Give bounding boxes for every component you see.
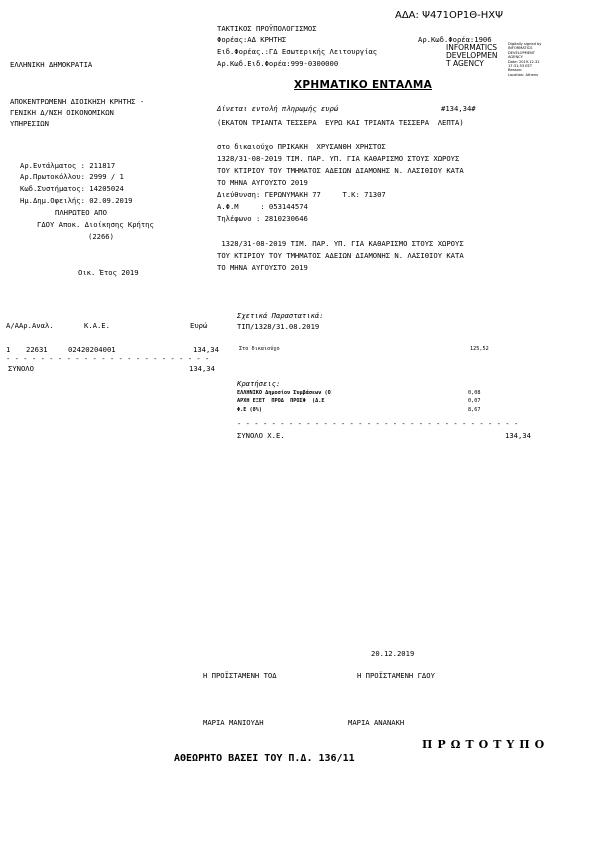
table-header-euro: Ευρώ	[190, 321, 208, 330]
signature-role-gdoy: Η ΠΡΟΪΣΤΑΜΕΝΗ ΓΔΟΥ	[357, 671, 435, 680]
ada-number: ΑΔΑ: Ψ471ΟΡ1Θ-ΗΧΨ	[395, 10, 504, 21]
system-code: Κωδ.Συστήματος: 14205024	[20, 184, 124, 193]
beneficiary-amount-label: Στο δικαιούχο	[239, 346, 280, 352]
table-header-aa: Α/ΑΑρ.Αναλ.	[6, 321, 54, 330]
deductions-label: Κρατήσεις:	[237, 379, 281, 388]
deductions-divider: - - - - - - - - - - - - - - - - - - - - - - - - - - - - - - - - -	[237, 419, 519, 428]
stamp-line1: INFORMATICS	[446, 43, 498, 52]
stamp-tiny1: Digitally signed by INFORMATICS DEVELOPMENT AGENCY	[508, 42, 542, 60]
deductions-total-value: 134,34	[505, 431, 531, 440]
beneficiary-amount-value: 125,52	[470, 346, 489, 352]
beneficiary-line2: 1328/31-08-2019 ΤΙΜ. ΠΑΡ. ΥΠ. ΓΙΑ ΚΑΘΑΡΙΣΜΟ ΣΤΟΥΣ ΧΩΡΟΥΣ	[217, 154, 460, 163]
foreas: Φορέας:ΑΔ ΚΡΗΤΗΣ	[217, 35, 287, 44]
beneficiary-phone: Τηλέφωνο : 2810230646	[217, 214, 308, 223]
budget-type: ΤΑΚΤΙΚΟΣ ΠΡΟΫΠΟΛΟΓΙΣΜΟΣ	[217, 24, 317, 33]
deduction-name: ΑΡΧΗ ΕΞΕΤ ΠΡΟΔ ΠΡΟΣΦ (Δ.Ε	[237, 398, 325, 404]
signature-stamp	[508, 42, 544, 77]
deductions-total-label: ΣΥΝΟΛΟ Χ.Ε.	[237, 431, 285, 440]
table-total-value: 134,34	[189, 364, 215, 373]
table-divider: - - - - - - - - - - - - - - - - - - - - - - - -	[6, 354, 210, 363]
original-label: ΠΡΩΤΟΤΥΠΟ	[422, 738, 550, 751]
row-euro: 134,34	[193, 345, 219, 354]
beneficiary-line4: ΤΟ ΜΗΝΑ ΑΥΓΟΥΣΤΟ 2019	[217, 178, 308, 187]
payable-from: ΠΛΗΡΩΤΕΟ ΑΠΟ	[55, 208, 107, 217]
stamp-tiny4: Location: Athens	[508, 72, 538, 77]
org-line3: ΥΠΗΡΕΣΙΩΝ	[10, 119, 49, 128]
beneficiary-address: Διεύθυνση: ΓΕΡΩΝΥΜΑΚΗ 77 Τ.Κ: 71307	[217, 190, 386, 199]
signature-name-gdoy: ΜΑΡΙΑ ΑΝΑΝΑΚΗ	[348, 718, 405, 727]
stamp-line3: T AGENCY	[446, 59, 484, 68]
org-line1: ΑΠΟΚΕΝΤΡΩΜΕΝΗ ΔΙΟΙΚΗΣΗ ΚΡΗΤΗΣ -	[10, 97, 145, 106]
gdoy-code: (2266)	[88, 232, 114, 241]
table-header-kae: Κ.Α.Ε.	[84, 321, 110, 330]
description-line1: 1328/31-08-2019 ΤΙΜ. ΠΑΡ. ΥΠ. ΓΙΑ ΚΑΘΑΡΙΣΜΟ ΣΤΟΥΣ ΧΩΡΟΥΣ	[217, 239, 464, 248]
signature-role-tod: Η ΠΡΟΪΣΤΑΜΕΝΗ ΤΟΔ	[203, 671, 277, 680]
signature-name-tod: ΜΑΡΙΑ ΜΑΝΙΟΥΔΗ	[203, 718, 264, 727]
supporting-label: Σχετικά Παραστατικά:	[237, 311, 324, 320]
beneficiary-line3: ΤΟΥ ΚΤΙΡΙΟΥ ΤΟΥ ΤΜΗΜΑΤΟΣ ΑΔΕΙΩΝ ΔΙΑΜΟΝΗΣ Ν. ΛΑΣΙΘΙΟΥ ΚΑΤΑ	[217, 166, 464, 175]
due-date: Ημ.Δημ.Οφειλής: 02.09.2019	[20, 196, 133, 205]
beneficiary-line1: στο δικαιούχο ΠΡΙΚΑΚΗ ΧΡΥΣΑΝΘΗ ΧΡΗΣΤΟΣ	[217, 142, 386, 151]
issue-date: 20.12.2019	[371, 649, 415, 658]
state-name: ΕΛΛΗΝΙΚΗ ΔΗΜΟΚΡΑΤΙΑ	[10, 60, 93, 69]
row-ar-anal: 22631	[26, 345, 48, 354]
beneficiary-afm: Α.Φ.Μ : 053144574	[217, 202, 308, 211]
protocol-number: Αρ.Πρωτοκόλλου: 2999 / 1	[20, 172, 124, 181]
description-line3: ΤΟ ΜΗΝΑ ΑΥΓΟΥΣΤΟ 2019	[217, 263, 308, 272]
stamp-tiny2: Date: 2019.12.31 17:31:53 EET	[508, 59, 540, 69]
deduction-value: 0,07	[468, 398, 481, 404]
table-total-label: ΣΥΝΟΛΟ	[8, 364, 34, 373]
stamp-line2: DEVELOPMEN	[446, 51, 498, 60]
order-amount-words: (ΕΚΑΤΟΝ ΤΡΙΑΝΤΑ ΤΕΣΣΕΡΑ ΕΥΡΩ ΚΑΙ ΤΡΙΑΝΤΑ ΤΕΣΣΕΡΑ ΛΕΠΤΑ)	[217, 118, 464, 127]
row-aa: 1	[6, 345, 11, 354]
description-line2: ΤΟΥ ΚΤΙΡΙΟΥ ΤΟΥ ΤΜΗΜΑΤΟΣ ΑΔΕΙΩΝ ΔΙΑΜΟΝΗΣ Ν. ΛΑΣΙΘΙΟΥ ΚΑΤΑ	[217, 251, 464, 260]
document-title: ΧΡΗΜΑΤΙΚΟ ΕΝΤΑΛΜΑ	[294, 79, 432, 91]
deduction-value: 8,67	[468, 407, 481, 413]
order-amount: #134,34#	[441, 104, 476, 113]
gdoy-name: ΓΔΟΥ Αποκ. Διοίκησης Κρήτης	[37, 220, 154, 229]
footer-note: ΑΘΕΩΡΗΤΟ ΒΑΣΕΙ ΤΟΥ Π.Δ. 136/11	[174, 753, 355, 764]
fiscal-year: Οικ. Έτος 2019	[78, 268, 139, 277]
deduction-name: ΕΛΛΗΝΙΚΟ Δημοσίου Συμβάσεων (Ο	[237, 390, 331, 396]
org-line2: ΓΕΝΙΚΗ Δ/ΝΣΗ ΟΙΚΟΝΟΜΙΚΩΝ	[10, 108, 114, 117]
supporting-doc: ΤΙΠ/1328/31.08.2019	[237, 322, 320, 331]
deduction-name: Φ.Ε (8%)	[237, 407, 262, 413]
row-kae: 02420204001	[68, 345, 116, 354]
foreas-code: Αρ.Κωδ.Φορέα:1906	[418, 35, 492, 44]
eid-foreas-code: Αρ.Κωδ.Ειδ.Φορέα:999-0300000	[217, 59, 339, 68]
entalma-number: Αρ.Εντάλματος : 211817	[20, 161, 116, 170]
stamp-tiny3: Reason:	[508, 68, 523, 73]
order-label: Δίνεται εντολή πληρωμής ευρώ	[217, 104, 339, 113]
deduction-value: 0,08	[468, 390, 481, 396]
eid-foreas: Ειδ.Φορέας.:ΓΔ Εσωτερικής Λειτουργίας	[217, 47, 378, 56]
